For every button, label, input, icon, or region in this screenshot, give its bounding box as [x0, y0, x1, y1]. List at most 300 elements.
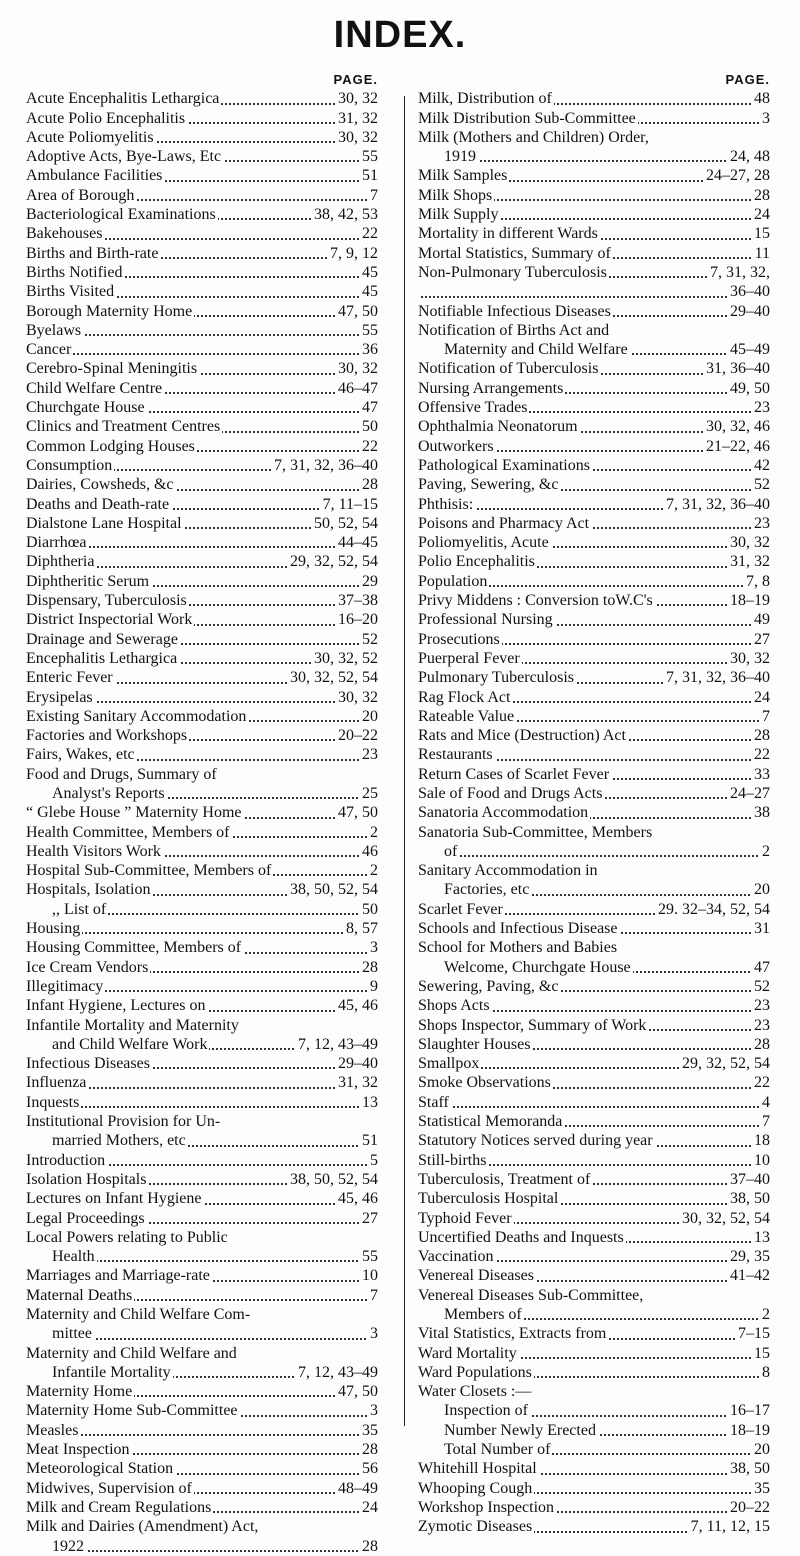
- index-entry-term: [418, 283, 420, 300]
- index-entry-term: “ Glebe House ” Maternity Home: [26, 804, 242, 822]
- index-entry: [418, 1479, 770, 1498]
- index-entry-term: Byelaws: [26, 321, 82, 339]
- index-entry: [26, 1228, 378, 1247]
- index-entry: [418, 1112, 770, 1131]
- index-entry-pages: 56: [359, 1459, 378, 1478]
- index-entry-pages: 48–49: [335, 1479, 378, 1498]
- index-entry: [26, 630, 378, 649]
- index-entry: [418, 1073, 770, 1092]
- index-entry-pages: 37–38: [335, 591, 378, 610]
- index-entry: [418, 1093, 770, 1112]
- index-entry-pages: 3: [367, 1401, 378, 1420]
- index-entry-pages: 55: [359, 147, 378, 166]
- leader-dots: [444, 855, 770, 857]
- index-entry: [26, 417, 378, 436]
- index-entry: [418, 958, 770, 977]
- index-entry: [26, 996, 378, 1015]
- index-entry-pages: 51: [359, 166, 378, 185]
- index-entry-term: Meteorological Station: [26, 1460, 174, 1478]
- index-entry-pages: 38, 50, 52, 54: [287, 1170, 378, 1189]
- index-entry-pages: 28: [751, 186, 770, 205]
- index-entry-term: Statistical Memoranda: [418, 1113, 563, 1131]
- index-entry-pages: 38, 50: [727, 1189, 770, 1208]
- index-entry-pages: 25: [359, 784, 378, 803]
- index-entry: [418, 1421, 770, 1440]
- index-entry-term: Smallpox: [418, 1055, 480, 1073]
- index-entry-term: Diarrhœa: [26, 534, 87, 552]
- index-entry-pages: 11: [752, 244, 770, 263]
- index-entry-pages: 5: [367, 1151, 378, 1170]
- index-entry-term: Deaths and Death-rate: [26, 495, 170, 513]
- index-entry-pages: 47, 50: [335, 803, 378, 822]
- index-entry-pages: 47: [751, 958, 770, 977]
- index-entry-pages: 16–20: [335, 610, 378, 629]
- index-entry-pages: 23: [359, 745, 378, 764]
- index-entry-pages: 28: [359, 1537, 378, 1556]
- index-entry-term: Zymotic Diseases: [418, 1518, 533, 1536]
- index-entry: [26, 1054, 378, 1073]
- index-entry-pages: 18: [751, 1131, 770, 1150]
- index-entry-pages: 52: [751, 475, 770, 494]
- index-entry: [418, 745, 770, 764]
- page-column-header: PAGE.: [333, 72, 378, 87]
- index-entry: [418, 109, 770, 128]
- index-entry: [26, 1112, 378, 1131]
- index-entry-pages: 31, 32: [335, 1073, 378, 1092]
- index-entry: [418, 533, 770, 552]
- index-entry-pages: 8, 57: [343, 919, 378, 938]
- index-entry-pages: 52: [359, 630, 378, 649]
- index-entry: [26, 1151, 378, 1170]
- index-entry-term: Housing Committee, Members of: [26, 939, 242, 957]
- index-entry-term: and Child Welfare Work: [52, 1035, 208, 1053]
- index-entry-pages: 8: [759, 1363, 770, 1382]
- index-entry-pages: 47: [359, 398, 378, 417]
- index-entry-pages: 36–40: [727, 282, 770, 301]
- index-entry: [26, 726, 378, 745]
- index-entry: [418, 668, 770, 687]
- index-entry-pages: 38, 42, 53: [311, 205, 378, 224]
- index-entry-term: Acute Polio Encephalitis: [26, 109, 186, 127]
- index-entry-term: Notification of Births Act and: [418, 321, 610, 339]
- index-entry-term: Common Lodging Houses: [26, 437, 195, 455]
- index-entry-pages: 29, 35: [727, 1247, 770, 1266]
- index-entry: [418, 244, 770, 263]
- index-entry-pages: 22: [359, 437, 378, 456]
- index-entry-term: Still-births: [418, 1151, 487, 1169]
- index-entry-term: District Inspectorial Work: [26, 611, 193, 629]
- index-entry-term: Bacteriological Examinations: [26, 206, 216, 224]
- index-entry-term: Venereal Diseases Sub-Committee,: [418, 1286, 644, 1304]
- index-entry-term: Cancer: [26, 341, 72, 359]
- index-entry-pages: 41–42: [727, 1266, 770, 1285]
- index-entry-term: Milk Shops: [418, 186, 493, 204]
- index-entry: [418, 456, 770, 475]
- index-entry-pages: 7, 12, 43–49: [295, 1035, 378, 1054]
- index-entry-pages: 24, 48: [727, 147, 770, 166]
- index-entry: [418, 398, 770, 417]
- index-entry-term: Phthisis:: [418, 495, 474, 513]
- index-entry: [418, 919, 770, 938]
- index-entry: [26, 302, 378, 321]
- index-entry-pages: 22: [359, 224, 378, 243]
- index-entry: [26, 1401, 378, 1420]
- index-entry-pages: 29–40: [727, 302, 770, 321]
- index-entry-term: Health Committee, Members of: [26, 823, 230, 841]
- index-entry-term: Acute Poliomyelitis: [26, 128, 154, 146]
- index-entry: [418, 437, 770, 456]
- index-entry: [26, 784, 378, 803]
- index-entry-term: Number Newly Erected: [444, 1421, 596, 1439]
- index-entry-pages: 29: [359, 572, 378, 591]
- index-entry: [26, 1209, 378, 1228]
- index-entry-term: Dialstone Lane Hospital: [26, 514, 182, 532]
- index-entry: [26, 1016, 378, 1035]
- index-entry-pages: 36: [359, 340, 378, 359]
- index-entry-term: Milk Supply: [418, 206, 499, 224]
- index-entry-pages: 3: [367, 1324, 378, 1343]
- index-entry-pages: 7: [759, 1112, 770, 1131]
- index-entry-pages: 7, 31, 32,: [707, 263, 770, 282]
- index-entry-term: Mortal Statistics, Summary of: [418, 244, 611, 262]
- index-entry-term: Sewering, Paving, &c: [418, 977, 559, 995]
- index-entry: [26, 1305, 378, 1324]
- index-entry: [418, 1363, 770, 1382]
- index-entry-term: Sanatoria Sub-Committee, Members: [418, 823, 653, 841]
- leader-dots: [418, 296, 770, 298]
- index-entry: [418, 1459, 770, 1478]
- index-entry: [26, 1479, 378, 1498]
- index-entry-term: Births Visited: [26, 283, 115, 301]
- index-entry: [26, 495, 378, 514]
- index-entry-pages: 45: [359, 282, 378, 301]
- index-entry: [418, 630, 770, 649]
- index-entry: [26, 1440, 378, 1459]
- index-entry-pages: 23: [751, 514, 770, 533]
- leader-dots: [26, 353, 378, 355]
- index-entry: [26, 1035, 378, 1054]
- index-entry: [26, 128, 378, 147]
- index-entry-pages: 24: [751, 688, 770, 707]
- index-entry-term: Area of Borough: [26, 186, 135, 204]
- index-column-right: [418, 70, 770, 1537]
- index-entry-pages: 18–19: [727, 591, 770, 610]
- index-entry-term: Prosecutions: [418, 630, 500, 648]
- index-entry: [26, 533, 378, 552]
- index-entry: [26, 244, 378, 263]
- index-entry-pages: 7, 12, 43–49: [295, 1363, 378, 1382]
- index-entry: [26, 842, 378, 861]
- index-entry-pages: 48: [751, 89, 770, 108]
- index-entry-pages: 7, 11–15: [320, 495, 378, 514]
- index-entry-term: Churchgate House: [26, 399, 145, 417]
- index-entry-pages: 24: [359, 1498, 378, 1517]
- index-entry-term: Milk and Dairies (Amendment) Act,: [26, 1518, 259, 1536]
- index-entry-term: Milk Distribution Sub-Committee: [418, 109, 636, 127]
- index-entry: [26, 1170, 378, 1189]
- index-entry: [418, 417, 770, 436]
- index-entry-term: Shops Inspector, Summary of Work: [418, 1016, 647, 1034]
- index-entry-term: Milk Samples: [418, 167, 508, 185]
- index-entry: [418, 1401, 770, 1420]
- index-entry: [26, 321, 378, 340]
- index-entry-pages: 2: [367, 861, 378, 880]
- index-entry-term: Maternity Home: [26, 1383, 133, 1401]
- index-entry-pages: 50: [359, 900, 378, 919]
- index-entry-term: Rag Flock Act: [418, 688, 511, 706]
- index-entry-pages: 13: [359, 1093, 378, 1112]
- index-entry-term: Health Visitors Work: [26, 842, 161, 860]
- index-entry-term: Maternity and Child Welfare Com-: [26, 1306, 251, 1323]
- index-entry-pages: 20: [751, 1440, 770, 1459]
- index-entry-pages: 49, 50: [727, 379, 770, 398]
- index-entry-term: Enteric Fever: [26, 669, 113, 687]
- index-entry-pages: 42: [751, 456, 770, 475]
- index-entry: [418, 552, 770, 571]
- index-entry-term: Maternal Deaths: [26, 1286, 133, 1304]
- index-entry-pages: 23: [751, 996, 770, 1015]
- index-entry: [418, 1151, 770, 1170]
- index-entry-term: Puerperal Fever: [418, 649, 520, 667]
- index-entry-pages: 38, 50, 52, 54: [287, 880, 378, 899]
- index-entry-term: Members of: [444, 1306, 522, 1323]
- index-entry-pages: 49: [751, 610, 770, 629]
- index-entry-term: 1922: [52, 1537, 84, 1555]
- index-entry: [26, 89, 378, 108]
- index-entry: [418, 880, 770, 899]
- index-entry-term: Paving, Sewering, &c: [418, 476, 559, 494]
- index-entry: [26, 938, 378, 957]
- index-entry-term: Existing Sanitary Accommodation: [26, 707, 247, 725]
- index-entry-term: Child Welfare Centre: [26, 379, 163, 397]
- index-entry: [418, 1209, 770, 1228]
- leader-dots: [418, 1106, 770, 1108]
- index-entry-term: Poliomyelitis, Acute: [418, 534, 549, 552]
- index-entry-term: Infectious Diseases: [26, 1055, 150, 1073]
- index-entry-pages: 27: [751, 630, 770, 649]
- index-entry-term: Maternity and Child Welfare: [444, 341, 628, 359]
- index-entry: [418, 1517, 770, 1536]
- index-entry-pages: 46–47: [335, 379, 378, 398]
- index-entry: [26, 1459, 378, 1478]
- index-entry-pages: 10: [359, 1266, 378, 1285]
- index-entry-term: Measles: [26, 1421, 79, 1439]
- index-entry-term: Professional Nursing: [418, 611, 553, 629]
- index-entry-term: Sale of Food and Drugs Acts: [418, 784, 603, 802]
- index-entry-term: Venereal Diseases: [418, 1267, 534, 1285]
- index-entry-term: Shops Acts: [418, 997, 490, 1015]
- index-entry-pages: 22: [751, 1073, 770, 1092]
- index-entry-term: Legal Proceedings: [26, 1209, 145, 1227]
- index-entry-term: Influenza: [26, 1074, 87, 1092]
- index-entry-pages: 7, 31, 32, 36–40: [271, 456, 378, 475]
- index-entry-pages: 45, 46: [335, 996, 378, 1015]
- index-entry-pages: 44–45: [335, 533, 378, 552]
- index-entry-term: Schools and Infectious Disease: [418, 920, 618, 938]
- index-entry: [418, 1035, 770, 1054]
- index-entry: [26, 552, 378, 571]
- index-entry: [418, 186, 770, 205]
- index-entry-term: Population: [418, 572, 488, 590]
- index-entry-pages: 13: [751, 1228, 770, 1247]
- index-entry-term: Milk (Mothers and Children) Order,: [418, 128, 649, 146]
- index-entry-pages: 30, 32: [727, 533, 770, 552]
- index-entry-term: Notification of Tuberculosis: [418, 360, 599, 378]
- index-entry-term: Cerebro-Spinal Meningitis: [26, 360, 198, 378]
- index-entry: [418, 996, 770, 1015]
- index-entry: [26, 1382, 378, 1401]
- index-entry: [418, 649, 770, 668]
- index-entry-pages: 30, 32, 52, 54: [679, 1209, 770, 1228]
- index-entry-pages: 35: [751, 1479, 770, 1498]
- index-entry-term: 1919: [444, 148, 476, 166]
- index-entry-term: Adoptive Acts, Bye-Laws, Etc: [26, 148, 222, 166]
- index-entry-pages: 4: [759, 1093, 770, 1112]
- index-entry-term: Factories, etc: [444, 881, 530, 899]
- index-entry-pages: 7, 9, 12: [327, 244, 378, 263]
- index-entry: [26, 649, 378, 668]
- index-entry: [418, 340, 770, 359]
- index-entry: [418, 1131, 770, 1150]
- index-entry: [418, 1382, 770, 1401]
- index-entry: [418, 1054, 770, 1073]
- index-entry-term: Encephalitis Lethargica: [26, 649, 178, 667]
- index-entry: [26, 1286, 378, 1305]
- index-entry-term: Erysipelas: [26, 688, 93, 706]
- index-entry-term: Housing: [26, 920, 81, 938]
- index-entry-pages: 24–27: [727, 784, 770, 803]
- index-entry-term: Whooping Cough: [418, 1479, 533, 1497]
- index-entry: [26, 340, 378, 359]
- index-entry-term: Maternity Home Sub-Committee: [26, 1402, 238, 1420]
- index-entry: [26, 707, 378, 726]
- index-entry-pages: 55: [359, 321, 378, 340]
- index-entry-pages: 3: [367, 938, 378, 957]
- index-entry: [26, 379, 378, 398]
- index-entry: [26, 880, 378, 899]
- index-entry: [26, 437, 378, 456]
- index-entry-term: Lectures on Infant Hygiene: [26, 1190, 202, 1208]
- index-entry-pages: 45–49: [727, 340, 770, 359]
- index-entry-pages: 23: [751, 1016, 770, 1035]
- index-entry-term: Restaurants: [418, 746, 493, 764]
- index-entry-pages: 7–15: [735, 1324, 770, 1343]
- index-entry-pages: 23: [751, 398, 770, 417]
- index-entry: [26, 282, 378, 301]
- index-entry-term: Workshop Inspection: [418, 1498, 555, 1516]
- index-entry: [418, 1305, 770, 1324]
- index-entry-term: Ice Cream Vendors: [26, 958, 149, 976]
- leader-dots: [52, 1550, 378, 1552]
- index-entry-pages: 7, 31, 32, 36–40: [663, 668, 770, 687]
- index-entry-term: Ward Mortality: [418, 1344, 517, 1362]
- index-entry-term: Infantile Mortality: [52, 1363, 171, 1381]
- index-entry-pages: 50: [359, 417, 378, 436]
- index-entry: [26, 958, 378, 977]
- index-entry: [26, 668, 378, 687]
- index-entry: [418, 1344, 770, 1363]
- index-entry: [418, 591, 770, 610]
- index-entry-term: Smoke Observations: [418, 1074, 551, 1092]
- index-entry-pages: 30, 32: [335, 359, 378, 378]
- index-entry-term: Hospital Sub-Committee, Members of: [26, 862, 272, 880]
- index-entry: [26, 1498, 378, 1517]
- index-entry: [26, 475, 378, 494]
- index-entry-term: Non-Pulmonary Tuberculosis: [418, 263, 607, 281]
- index-entry: [26, 803, 378, 822]
- index-entry: [418, 977, 770, 996]
- index-entry-term: Outworkers: [418, 437, 494, 455]
- index-entry-term: Institutional Provision for Un-: [26, 1113, 221, 1131]
- index-entry: [26, 1073, 378, 1092]
- index-entry: [26, 765, 378, 784]
- index-entry: [26, 1189, 378, 1208]
- index-entry: [26, 919, 378, 938]
- index-entry-term: Rateable Value: [418, 707, 515, 725]
- index-entry: [26, 1344, 378, 1363]
- index-entry-pages: 28: [359, 475, 378, 494]
- index-entry: [418, 610, 770, 629]
- index-entry-term: Fairs, Wakes, etc: [26, 746, 135, 764]
- index-entry-term: Poisons and Pharmacy Act: [418, 514, 590, 532]
- index-entry: [26, 1247, 378, 1266]
- index-entry: [26, 900, 378, 919]
- index-entry-pages: 37–40: [727, 1170, 770, 1189]
- index-entry: [26, 861, 378, 880]
- index-entry: [26, 263, 378, 282]
- index-entry: [418, 379, 770, 398]
- index-entry: [418, 803, 770, 822]
- index-entry-term: Whitehill Hospital: [418, 1460, 537, 1478]
- index-entry: [418, 842, 770, 861]
- index-entry-pages: 21–22, 46: [703, 437, 770, 456]
- index-entry-term: Milk and Cream Regulations: [26, 1498, 212, 1516]
- index-entry-term: Statutory Notices served during year: [418, 1132, 653, 1150]
- index-entry: [26, 109, 378, 128]
- index-entry-pages: 30, 32, 46: [703, 417, 770, 436]
- index-entry: [26, 205, 378, 224]
- index-entry: [26, 514, 378, 533]
- index-entry: [418, 205, 770, 224]
- index-entry-term: Clinics and Treatment Centres: [26, 418, 221, 436]
- index-entry: [26, 1131, 378, 1150]
- page-title: INDEX.: [333, 14, 467, 56]
- index-entry: [26, 610, 378, 629]
- index-entry-term: Diphtheritic Serum: [26, 572, 150, 590]
- index-entry: [418, 1016, 770, 1035]
- index-entry-pages: 20–22: [727, 1498, 770, 1517]
- index-entry: [418, 166, 770, 185]
- index-entry-pages: 15: [751, 1344, 770, 1363]
- index-entry-term: mittee: [52, 1325, 92, 1343]
- index-entry-pages: 50, 52, 54: [311, 514, 378, 533]
- index-entry-term: Health: [52, 1248, 95, 1266]
- index-entry: [26, 1421, 378, 1440]
- index-entry-pages: 30, 32: [335, 128, 378, 147]
- index-entry: [418, 1189, 770, 1208]
- index-entry-pages: 24–27, 28: [703, 166, 770, 185]
- index-entry-pages: 38, 50: [727, 1459, 770, 1478]
- index-entry-pages: 46: [359, 842, 378, 861]
- index-entry-pages: 31, 36–40: [703, 359, 770, 378]
- index-entry-term: of: [444, 842, 458, 860]
- index-entry: [26, 224, 378, 243]
- index-entry: [418, 224, 770, 243]
- index-entry-term: Dispensary, Tuberculosis: [26, 592, 187, 610]
- index-entry-term: Drainage and Sewerage: [26, 630, 178, 648]
- index-entry-term: Sanitary Accommodation in: [418, 862, 598, 880]
- index-entry: [26, 186, 378, 205]
